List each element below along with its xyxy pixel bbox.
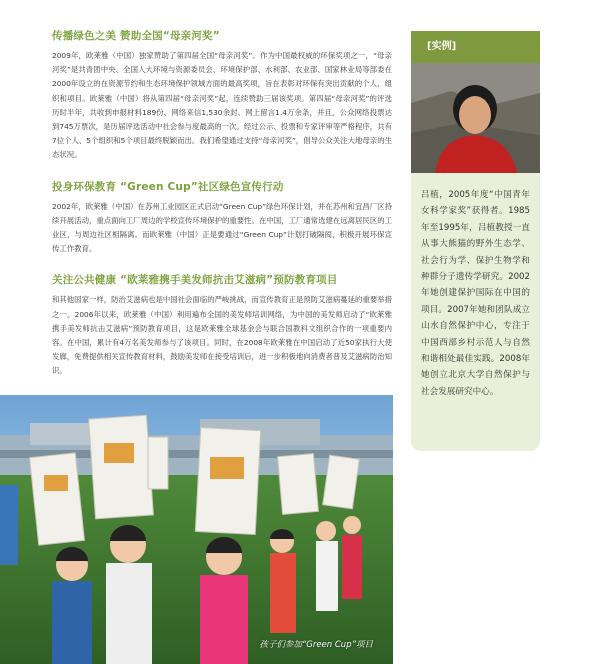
section-title-green-cup: 投身环保教育 “Green Cup”社区绿色宣传行动 <box>52 180 284 193</box>
section-title-aids-prevention: 关注公共健康 “欧莱雅携手美发师抗击艾滋病”预防教育项目 <box>52 274 338 287</box>
photo-illustration <box>0 395 393 664</box>
portrait-illustration <box>411 63 540 173</box>
section-body-aids-prevention: 和其他国家一样，防治艾滋病也是中国社会面临的严峻挑战，而宣传教育正是预防艾滋病蔓延的重要举措之一。2006年以来，欧莱雅（中国）利用遍布全国的美发师培训网络，为中国的美发师启动了“欧莱雅携手美发师抗击艾滋病”预防教育项目，这是欧莱雅全球基金会与联合国教科文组织合作的一项重要内容。在中国，累计有4万名美发师参与了该项目。同时，在2008年欧莱雅在中国启动了近50家执行大使发廊，免费提供相关宣传教育材料，鼓励美发师在接受培训后，进一步积极地向消费者普及艾滋病防治知识。 <box>52 295 392 376</box>
section-body-mother-river: 2009年，欧莱雅（中国）独家赞助了第四届全国“母亲河奖”。作为中国最权威的环保奖项之一，“母亲河奖”是共青团中央、全国人大环境与资源委员会、环境保护部、水利部、农业部、国家林业局等部委在2000年设立的在资源节约和生态环境保护领域方面的最高奖项，旨在表彰对环保有突出贡献的个人、组织和项目。欧莱雅（中国）将从第四届“母亲河奖”起，连续赞助三届该奖项。第四届“母亲河奖”的评选历时半年，共收到申报材料189份、网络来信1,530余封、网上留言1.4万余条，并且，公众网络投票达到745万票次，是历届评选活动中社会参与度最高的一次。经过公示、投票和专家评审等严格程序，共有7位个人、5个组织和5个项目最终脱颖而出。我们希望通过支持“母亲河奖”，倡导公众关注大地母亲的生态状况。 <box>52 51 392 160</box>
section-body-green-cup: 2002年，欧莱雅（中国）在苏州工业园区正式启动“Green Cup”绿色环保计划，并在苏州和宜昌厂区持续开展活动，重点面向工厂周边的学校宣传环境保护的重要性。在中国，工厂通常选建在远离居民区的工业区，与周边社区相隔离。而欧莱雅（中国）正是要通过“Green Cup”计划打破隔阂，积极开展环保宣传工作教育。 <box>52 201 392 254</box>
sidebar-text: 吕植，2005年度“中国青年女科学家奖”获得者。1985年至1995年，吕植教授一直从事大熊猫的野外生态学、社会行为学、保护生物学和种群分子遗传学研究。2002年她创建保护国际在中国的项目。2007年她和团队成立山水自然保护中心，专注于中国西部乡村示范人与自然和谐相处最佳实践。2008年她创立北京大学自然保护与社会发展研究中心。 <box>421 190 530 397</box>
article-column <box>52 28 392 395</box>
portrait-photo <box>411 63 540 173</box>
section-title-mother-river: 传播绿色之美 赞助全国“母亲河奖” <box>52 30 220 42</box>
children-green-cup-photo <box>0 395 393 664</box>
photo-caption: 孩子们参加“Green Cup”项目 <box>259 640 373 650</box>
sidebar-header: [实例] <box>411 31 540 63</box>
case-study-sidebar <box>411 31 540 451</box>
